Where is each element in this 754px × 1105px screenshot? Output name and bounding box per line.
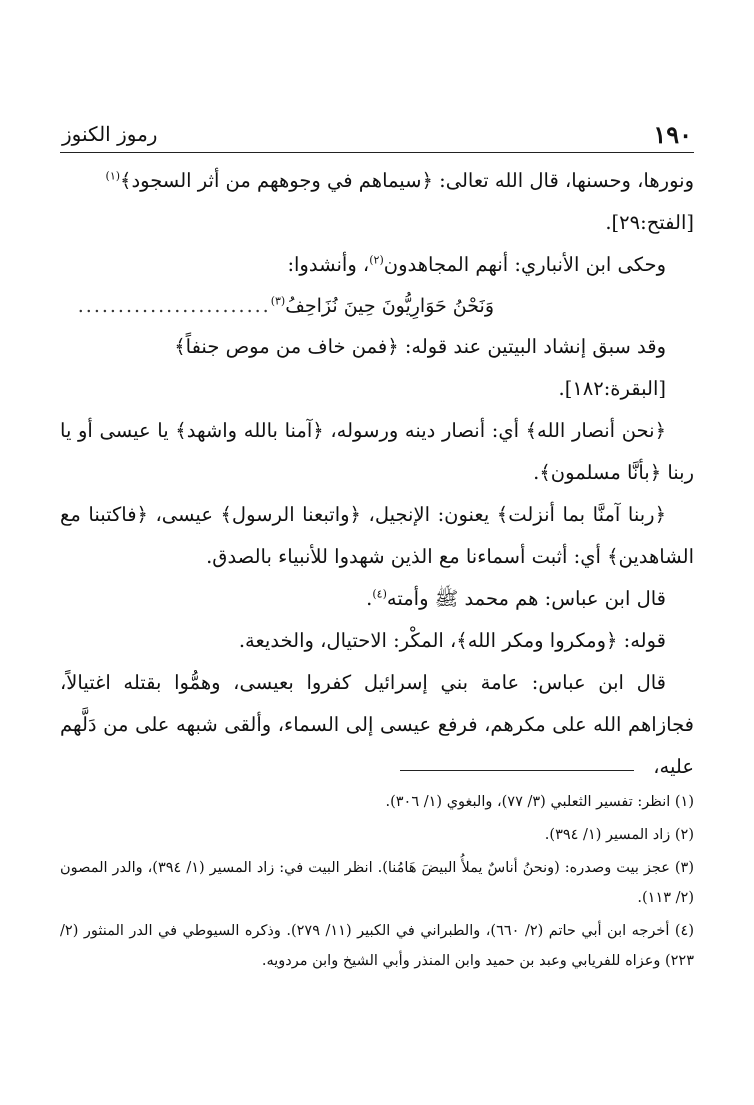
poem-omitted-dots: ........................: [77, 295, 271, 317]
footnote-1: (١) انظر: تفسير الثعلبي (٣/ ٧٧)، والبغوي (١/ ٣٠٦).: [385, 794, 694, 810]
paragraph-4: ﴿نحن أنصار الله﴾ أي: أنصار دينه ورسوله، ﴿آمنا بالله واشهد﴾ يا عيسى أو يا ربنا ﴿بأنَّا مسلمون﴾.: [60, 419, 694, 484]
footnotes: [60, 787, 694, 979]
paragraph-8: قال ابن عباس: عامة بني إسرائيل كفروا بعيسى، وهمُّوا بقتله اغتيالاً، فجازاهم الله على مكرهم، فرفع عيسى إلى السماء، وألقى شبهه على من دَلَّهم عليه،: [60, 671, 694, 778]
footnote-3: (٣) عجز بيت وصدره: (ونحنُ أناسٌ يملأُ البيضَ هَامُنا). انظر البيت في: زاد المسير (١/ ٣٩٤)، والدر المصون (٢/ ١١٣).: [60, 860, 694, 906]
paragraph-2-tail: ، وأنشدوا:: [287, 253, 370, 276]
paragraph-6: [60, 578, 694, 620]
paragraph-3: [60, 326, 694, 410]
poem-hemistich: [271, 286, 494, 326]
quran-citation-2: [البقرة:١٨٢].: [558, 377, 666, 400]
paragraph-3-text: وقد سبق إنشاد البيتين عند قوله: ﴿فمن خاف من موص جنفاً﴾: [174, 335, 666, 358]
paragraph-5: ﴿ربنا آمنَّا بما أنزلت﴾ يعنون: الإنجيل، ﴿واتبعنا الرسول﴾ عيسى، ﴿فاكتبنا مع الشاهدين﴾ أي: أثبت أسماءنا مع الذين شهدوا للأنبياء بالصدق.: [60, 503, 694, 568]
paragraph-1-text: ونورها، وحسنها، قال الله تعالى: ﴿سيماهم في وجوههم من أثر السجود﴾: [120, 169, 694, 192]
page-number: ١٩٠: [653, 120, 692, 149]
footnote-ref-3: (٣): [270, 294, 286, 308]
paragraph-2-text: وحكى ابن الأنباري: أنهم المجاهدون: [383, 253, 666, 276]
footnote-ref-2: (٢): [369, 253, 384, 267]
page-header: [60, 118, 694, 153]
paragraph-6-text: قال ابن عباس: هم محمد ﷺ وأمته: [386, 587, 666, 610]
footnote-separator: [400, 770, 634, 771]
footnote-ref-4: (٤): [372, 587, 387, 601]
book-title: رموز الكنوز: [62, 122, 158, 146]
main-text: [60, 160, 694, 788]
footnote-4: (٤) أخرجه ابن أبي حاتم (٢/ ٦٦٠)، والطبراني في الكبير (١١/ ٢٧٩). وذكره السيوطي في الدر المنثور (٢/ ٢٢٣) وعزاه للفريابي وعبد بن حميد وابن المنذر وأبي الشيخ وابن مردويه.: [60, 923, 694, 969]
footnote-2: (٢) زاد المسير (١/ ٣٩٤).: [544, 827, 694, 843]
quran-citation-1: [الفتح:٢٩].: [605, 211, 694, 234]
poem-verse: [60, 286, 694, 326]
paragraph-1: [60, 160, 694, 244]
paragraph-7: قوله: ﴿ومكروا ومكر الله﴾، المكْر: الاحتيال، والخديعة.: [238, 629, 666, 652]
paragraph-2: [60, 244, 694, 286]
footnote-ref-1: (١): [105, 169, 121, 183]
poem-hemistich-text: وَنَحْنُ حَوَارِيُّونَ حِينَ نُزَاحِفُ: [285, 295, 494, 317]
paragraph-6-tail: .: [366, 587, 373, 610]
